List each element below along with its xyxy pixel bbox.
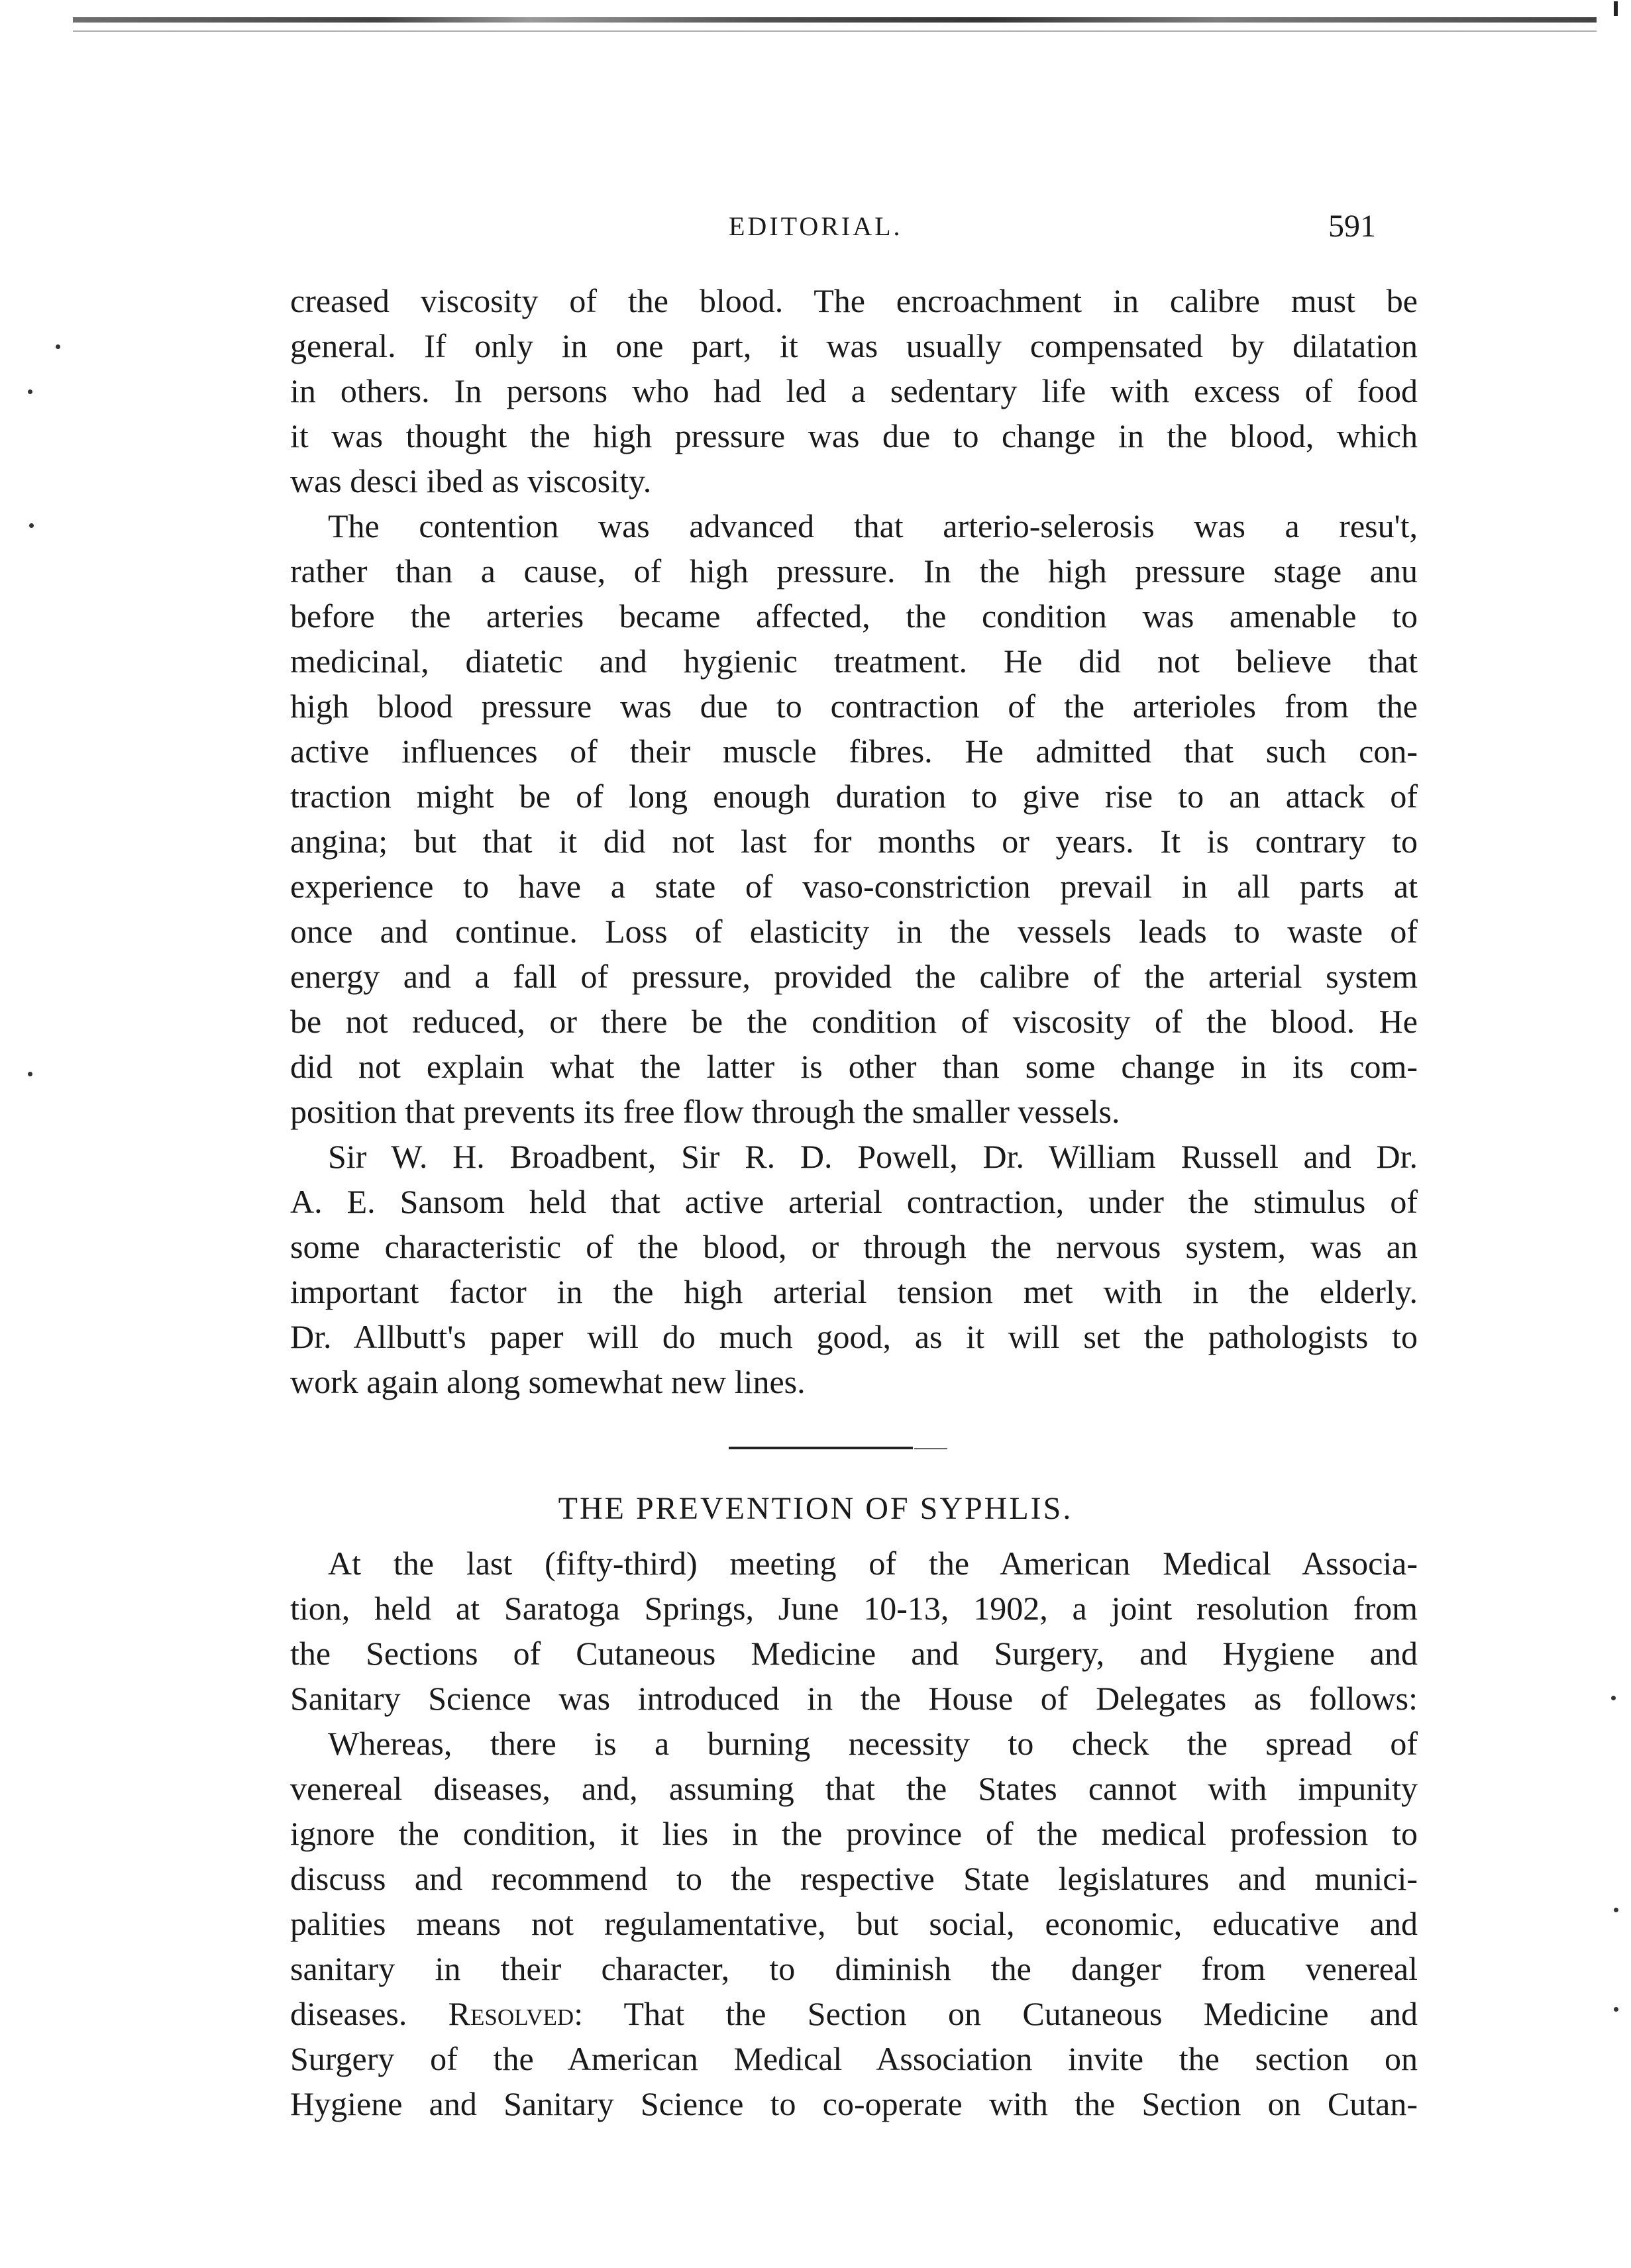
text-line: The contention was advanced that arterio-selerosis was a resu't,	[328, 507, 1418, 544]
page-number: 591	[1328, 209, 1376, 244]
text-line: the Sections of Cutaneous Medicine and Surgery, and Hygiene and	[290, 1635, 1418, 1672]
resolved-suffix: : That the Section on Cutaneous Medicine and	[574, 1995, 1418, 2032]
text-line: it was thought the high pressure was due to change in the blood, which	[290, 417, 1418, 454]
scan-speck	[1611, 1696, 1616, 1700]
text-line-resolved	[290, 1991, 1418, 2036]
scan-speck	[28, 389, 32, 394]
text-line: ignore the condition, it lies in the province of the medical profession to	[290, 1815, 1418, 1852]
running-head	[0, 211, 1631, 244]
text-line: Sanitary Science was introduced in the House of Delegates as follows:	[290, 1680, 1418, 1717]
text-line: Surgery of the American Medical Association invite the section on	[290, 2040, 1418, 2077]
scan-speck	[1614, 1908, 1618, 1912]
scan-corner-mark	[1614, 1, 1618, 16]
text-line: once and continue. Loss of elasticity in the vessels leads to waste of	[290, 913, 1418, 950]
text-line: work again along somewhat new lines.	[290, 1363, 806, 1400]
text-line: position that prevents its free flow through the smaller vessels.	[290, 1093, 1120, 1130]
text-line: before the arteries became affected, the condition was amenable to	[290, 597, 1418, 635]
text-line: in others. In persons who had led a sedentary life with excess of food	[290, 372, 1418, 409]
paragraph-broadbent	[290, 1134, 1418, 1404]
text-line: active influences of their muscle fibres. He admitted that such con-	[290, 733, 1418, 770]
text-line: palities means not regulamentative, but social, economic, educative and	[290, 1905, 1418, 1942]
text-line: experience to have a state of vaso-constriction prevail in all parts at	[290, 868, 1418, 905]
text-line: creased viscosity of the blood. The encroachment in calibre must be	[290, 282, 1418, 319]
scan-speck	[1614, 2007, 1618, 2012]
text-line: general. If only in one part, it was usually compensated by dilatation	[290, 327, 1418, 364]
text-line: At the last (fifty-third) meeting of the American Medical Associa-	[328, 1545, 1418, 1582]
section-title: THE PREVENTION OF SYPHLIS.	[558, 1491, 1073, 1526]
text-line: medicinal, diatetic and hygienic treatment. He did not believe that	[290, 643, 1418, 680]
resolved-prefix: diseases.	[290, 1995, 407, 2032]
paragraph-ama-meeting	[290, 1541, 1418, 1721]
text-line: Hygiene and Sanitary Science to co-operate with the Section on Cutan-	[290, 2085, 1418, 2122]
text-line: some characteristic of the blood, or through the nervous system, was an	[290, 1228, 1418, 1265]
text-line: Whereas, there is a burning necessity to check the spread of	[328, 1725, 1418, 1762]
text-line: energy and a fall of pressure, provided the calibre of the arterial system	[290, 958, 1418, 995]
paragraph-resolution	[290, 1721, 1418, 2126]
text-line: traction might be of long enough duration to give rise to an attack of	[290, 778, 1418, 815]
text-line: was desci ibed as viscosity.	[290, 462, 652, 499]
text-line: Sir W. H. Broadbent, Sir R. D. Powell, Dr. William Russell and Dr.	[328, 1138, 1418, 1175]
text-line: venereal diseases, and, assuming that the States cannot with impunity	[290, 1770, 1418, 1807]
running-title: EDITORIAL.	[729, 211, 903, 241]
text-line: rather than a cause, of high pressure. In the high pressure stage anu	[290, 552, 1418, 590]
scan-speck	[29, 523, 34, 528]
paragraph-viscosity	[290, 278, 1418, 503]
text-line: Dr. Allbutt's paper will do much good, as it will set the pathologists to	[290, 1318, 1418, 1355]
text-line: tion, held at Saratoga Springs, June 10-13, 1902, a joint resolution from	[290, 1590, 1418, 1627]
scan-top-rule-thin	[73, 30, 1597, 32]
scan-speck	[56, 344, 60, 349]
text-line: important factor in the high arterial tension met with in the elderly.	[290, 1273, 1418, 1310]
text-line: be not reduced, or there be the condition of viscosity of the blood. He	[290, 1003, 1418, 1040]
scan-top-rule	[73, 17, 1597, 23]
body-text-section	[290, 1541, 1418, 2126]
text-line: sanitary in their character, to diminish the danger from venereal	[290, 1950, 1418, 1987]
paragraph-arterio-sclerosis	[290, 503, 1418, 1134]
section-separator-tail	[914, 1448, 947, 1449]
body-text-top	[290, 278, 1418, 1404]
text-line: high blood pressure was due to contraction of the arterioles from the	[290, 688, 1418, 725]
scan-speck	[28, 1072, 32, 1076]
text-line: discuss and recommend to the respective State legislatures and munici-	[290, 1860, 1418, 1897]
text-line: A. E. Sansom held that active arterial contraction, under the stimulus of	[290, 1183, 1418, 1220]
text-line: angina; but that it did not last for months or years. It is contrary to	[290, 823, 1418, 860]
resolved-keyword: Resolved	[448, 1995, 574, 2032]
section-separator	[729, 1447, 913, 1449]
text-line: did not explain what the latter is other than some change in its com-	[290, 1048, 1418, 1085]
